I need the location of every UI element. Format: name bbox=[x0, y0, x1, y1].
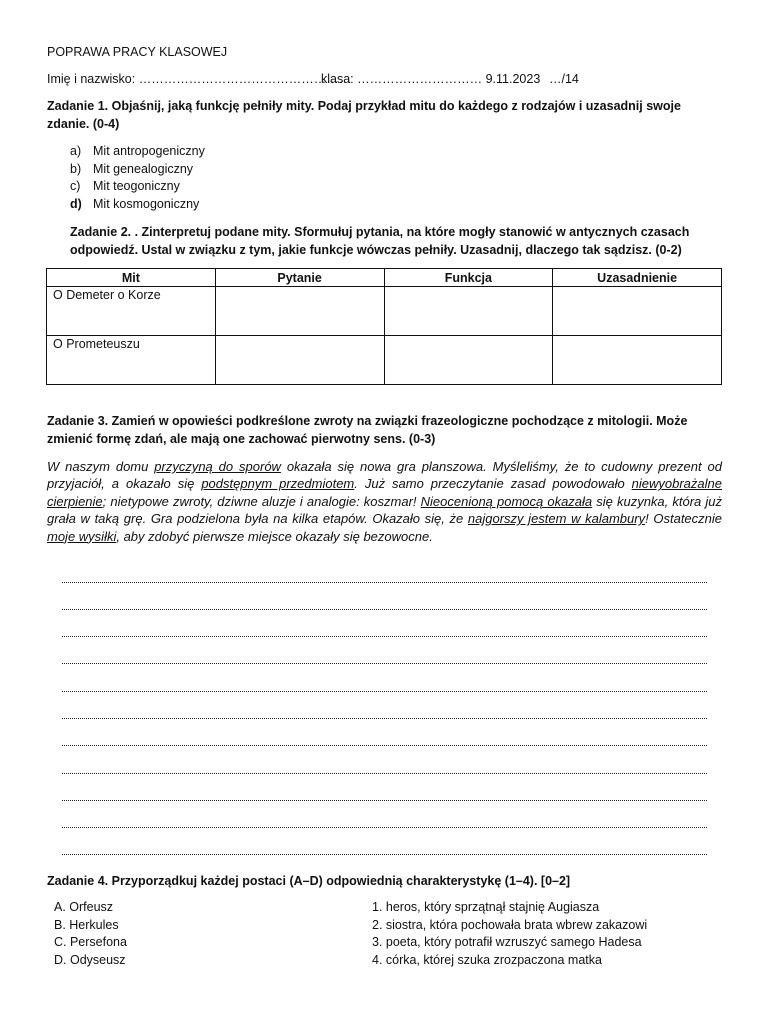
list-item: A. Orfeusz bbox=[54, 900, 114, 914]
table-header-function: Funkcja bbox=[384, 269, 553, 287]
answer-line[interactable] bbox=[62, 609, 707, 610]
table-header-justification: Uzasadnienie bbox=[553, 269, 722, 287]
table-cell: O Prometeuszu bbox=[47, 336, 216, 385]
table-row bbox=[47, 287, 722, 336]
task1-list bbox=[70, 143, 205, 213]
underlined-phrase: Nieocenioną pomocą okazała bbox=[420, 493, 593, 509]
list-item: d) Mit kosmogoniczny bbox=[70, 196, 200, 211]
list-item: 3. poeta, który potrafił wzruszyć samego Hadesa bbox=[372, 935, 642, 949]
answer-line[interactable] bbox=[62, 854, 707, 855]
table-cell[interactable] bbox=[384, 287, 553, 336]
table-cell[interactable] bbox=[215, 336, 384, 385]
table-cell[interactable] bbox=[553, 336, 722, 385]
underlined-phrase: niewyobrażalne cierpienie bbox=[47, 476, 722, 509]
answer-line[interactable] bbox=[62, 663, 707, 664]
answer-line[interactable] bbox=[62, 745, 707, 746]
underlined-phrase: najgorszy jestem w kalambury bbox=[467, 511, 646, 527]
answer-line[interactable] bbox=[62, 691, 707, 692]
table-cell[interactable] bbox=[215, 287, 384, 336]
answer-line[interactable] bbox=[62, 582, 707, 583]
list-item: c) Mit teogoniczny bbox=[70, 179, 180, 193]
answer-line[interactable] bbox=[62, 800, 707, 801]
descriptions-list bbox=[372, 899, 647, 969]
list-item: D. Odyseusz bbox=[54, 952, 126, 967]
table-cell[interactable] bbox=[553, 287, 722, 336]
underlined-phrase: moje wysiłki bbox=[47, 528, 117, 544]
answer-line[interactable] bbox=[62, 773, 707, 774]
task3-story: W naszym domu przyczyną do sporów okazała się nowa gra planszowa. Myśleliśmy, że to cudowny prezent od przyjaciół, a okazało się podstępnym przedmiotem. Już samo przeczytanie zasad powodowało niewyobrażalne cierpienie; nietypowe zwroty, dziwne aluzje i analogie: koszmar! Nieocenioną pomocą okazała się kuzynka, która już grała w taką grę. Gra podzielona była na kilka etapów. Okazało się, że najgorszy jestem w kalambury! Ostatecznie moje wysiłki, aby zdobyć pierwsze miejsce okazały się bezowocne. bbox=[47, 459, 723, 544]
underlined-phrase: podstępnym przedmiotem bbox=[201, 476, 355, 492]
list-item: B. Herkules bbox=[54, 917, 119, 932]
table-row bbox=[47, 336, 722, 385]
list-item: 2. siostra, która pochowała brata wbrew zakazowi bbox=[372, 917, 648, 932]
answer-line[interactable] bbox=[62, 827, 707, 828]
table-cell: O Demeter o Korze bbox=[47, 287, 216, 336]
task3-prompt: Zadanie 3. Zamień w opowieści podkreślone zwroty na związki frazeologiczne pochodzące z mitologii. Może zmienić formę zdań, ale mają one zachować pierwotny sens. (0-3) bbox=[47, 414, 688, 446]
table-cell[interactable] bbox=[384, 336, 553, 385]
list-item: a) Mit antropogeniczny bbox=[70, 144, 205, 158]
name-field-label: Imię i nazwisko: …………………………………………… bbox=[47, 72, 352, 86]
answer-line[interactable] bbox=[62, 636, 707, 637]
page-title: POPRAWA PRACY KLASOWEJ bbox=[47, 45, 228, 59]
table-header-question: Pytanie bbox=[215, 269, 384, 287]
list-item: b) Mit genealogiczny bbox=[70, 161, 194, 176]
list-item: 1. heros, który sprzątnął stajnię Augiasza bbox=[372, 900, 600, 914]
list-item: 4. córka, której szuka zrozpaczona matka bbox=[372, 952, 602, 967]
task1-prompt: Zadanie 1. Objaśnij, jaką funkcję pełniły mity. Podaj przykład mitu do każdego z rodzajów i uzasadnij swoje zdanie. (0-4) bbox=[47, 99, 681, 131]
underlined-phrase: przyczyną do sporów bbox=[154, 459, 281, 474]
myths-table bbox=[46, 268, 722, 385]
task4-prompt: Zadanie 4. Przyporządkuj każdej postaci (A–D) odpowiednią charakterystykę (1–4). [0–2] bbox=[47, 874, 571, 888]
score-field: …/14 bbox=[549, 72, 579, 86]
characters-list bbox=[54, 899, 127, 969]
answer-line[interactable] bbox=[62, 718, 707, 719]
table-header-myth: Mit bbox=[47, 269, 216, 287]
list-item: C. Persefona bbox=[54, 935, 127, 949]
class-date-label: klasa: ………………………… 9.11.2023 bbox=[321, 72, 541, 86]
task2-prompt: Zadanie 2. . Zinterpretuj podane mity. Sformułuj pytania, na które mogły stanowić w antycznych czasach odpowiedź. Ustal w związku z tym, jakie funkcje wówczas pełniły. Uzasadnij, dlaczego tak sądzisz. (0-2) bbox=[70, 225, 690, 257]
